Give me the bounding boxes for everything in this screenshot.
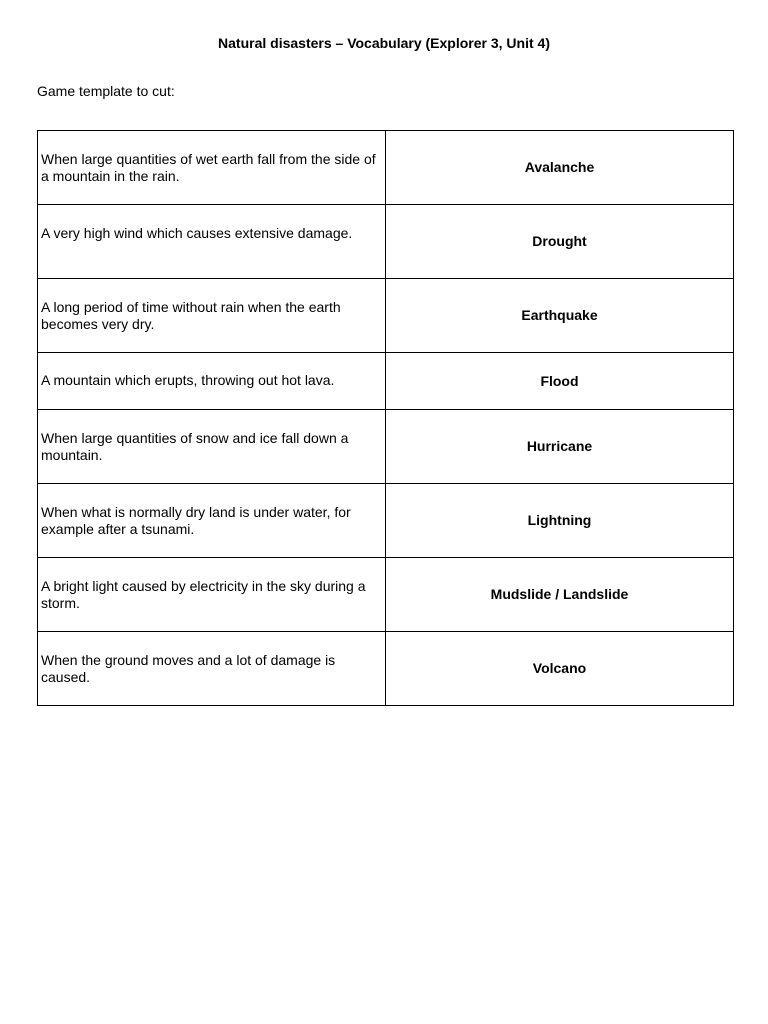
vocabulary-table bbox=[37, 130, 734, 706]
definition-text: A long period of time without rain when the earth becomes very dry. bbox=[41, 299, 341, 332]
definition-text: When the ground moves and a lot of damage is caused. bbox=[41, 652, 336, 685]
definition-cell bbox=[38, 558, 386, 632]
definition-cell bbox=[38, 205, 386, 279]
table-row bbox=[38, 131, 734, 205]
definition-text: A bright light caused by electricity in the sky during a storm. bbox=[41, 578, 366, 611]
definition-cell bbox=[38, 410, 386, 484]
table-row bbox=[38, 205, 734, 279]
subtitle: Game template to cut: bbox=[37, 83, 175, 99]
term-cell: Hurricane bbox=[386, 410, 734, 484]
table-row bbox=[38, 484, 734, 558]
table-row bbox=[38, 410, 734, 484]
term-cell: Volcano bbox=[386, 632, 734, 706]
table-row bbox=[38, 632, 734, 706]
term-cell: Lightning bbox=[386, 484, 734, 558]
definition-cell bbox=[38, 279, 386, 353]
page-title: Natural disasters – Vocabulary (Explorer 3, Unit 4) bbox=[218, 35, 550, 51]
definition-cell bbox=[38, 131, 386, 205]
definition-text: When large quantities of wet earth fall from the side of a mountain in the rain. bbox=[41, 151, 376, 184]
table-row bbox=[38, 558, 734, 632]
definition-text: When large quantities of snow and ice fall down a mountain. bbox=[41, 430, 349, 463]
term-cell: Flood bbox=[386, 353, 734, 410]
definition-text: A very high wind which causes extensive damage. bbox=[41, 225, 353, 241]
term-cell: Mudslide / Landslide bbox=[386, 558, 734, 632]
definition-cell bbox=[38, 632, 386, 706]
term-cell: Earthquake bbox=[386, 279, 734, 353]
table-row bbox=[38, 279, 734, 353]
table-row bbox=[38, 353, 734, 410]
definition-text: A mountain which erupts, throwing out hot lava. bbox=[41, 372, 335, 388]
definition-cell bbox=[38, 353, 386, 410]
definition-cell bbox=[38, 484, 386, 558]
definition-text: When what is normally dry land is under water, for example after a tsunami. bbox=[41, 504, 351, 537]
term-cell: Drought bbox=[386, 205, 734, 279]
term-cell: Avalanche bbox=[386, 131, 734, 205]
